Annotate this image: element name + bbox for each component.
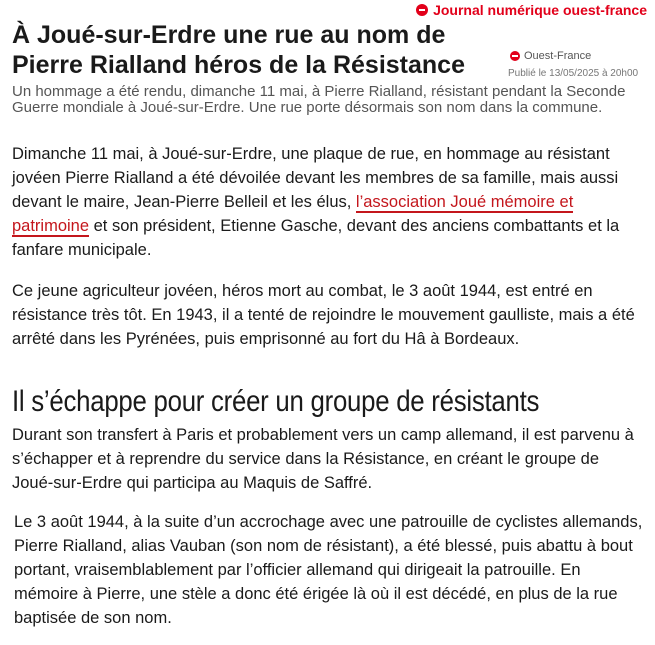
paragraph-1 <box>12 142 648 262</box>
article-title: À Joué-sur-Erdre une rue au nom de Pierre Rialland héros de la Résistance <box>12 21 465 79</box>
paragraph-1-text-start: Dimanche 11 mai, à Joué-sur-Erdre, une plaque de rue, en hommage au résistant jovéen Pierre Rialland a été dévoilée devant les membres de sa famille, mais aussi devant le maire, Jean-Pierre Belleil et les élus, <box>12 145 619 211</box>
paragraph-4: Le 3 août 1944, à la suite d’un accrochage avec une patrouille de cyclistes allemands, Pierre Rialland, alias Vauban (son nom de résistant), a été blessé, puis abattu à bout portant, vraisemblablement par l’officier allemand qui dirigeait la patrouille. En mémoire à Pierre, une stèle a donc été érigée là où il est décédé, en plus de la rue baptisée de son nom. <box>14 513 643 627</box>
brand-name: Journal numérique ouest-france <box>433 2 647 18</box>
publication-date: Publié le 13/05/2025 à 20h00 <box>508 68 639 79</box>
paragraph-2: Ce jeune agriculteur jovéen, héros mort au combat, le 3 août 1944, est entré en résistance très tôt. En 1943, il a tenté de rejoindre le mouvement gaulliste, mais a été arrêté dans les Pyrénées, puis emprisonné au fort du Hâ à Bordeaux. <box>12 282 635 348</box>
article-source <box>510 50 591 62</box>
brand-header <box>416 2 647 18</box>
ouest-france-logo-icon <box>416 4 428 16</box>
article-lead: Un hommage a été rendu, dimanche 11 mai, à Pierre Rialland, résistant pendant la Seconde Guerre mondiale à Joué-sur-Erdre. Une rue porte désormais son nom dans la commune. <box>12 83 626 116</box>
ouest-france-small-logo-icon <box>510 51 520 61</box>
paragraph-3: Durant son transfert à Paris et probablement vers un camp allemand, il est parvenu à s’échapper et à reprendre du service dans la Résistance, en créant le groupe de Joué-sur-Erdre qui participa au Maquis de Saffré. <box>12 426 634 492</box>
association-link[interactable]: l’association Joué mémoire et patrimoine <box>12 193 574 235</box>
paragraph-1-text-end: et son président, Etienne Gasche, devant des anciens combattants et la fanfare municipale. <box>12 217 620 259</box>
source-name: Ouest-France <box>524 50 592 62</box>
section-subtitle: Il s’échappe pour créer un groupe de résistants <box>12 385 540 418</box>
